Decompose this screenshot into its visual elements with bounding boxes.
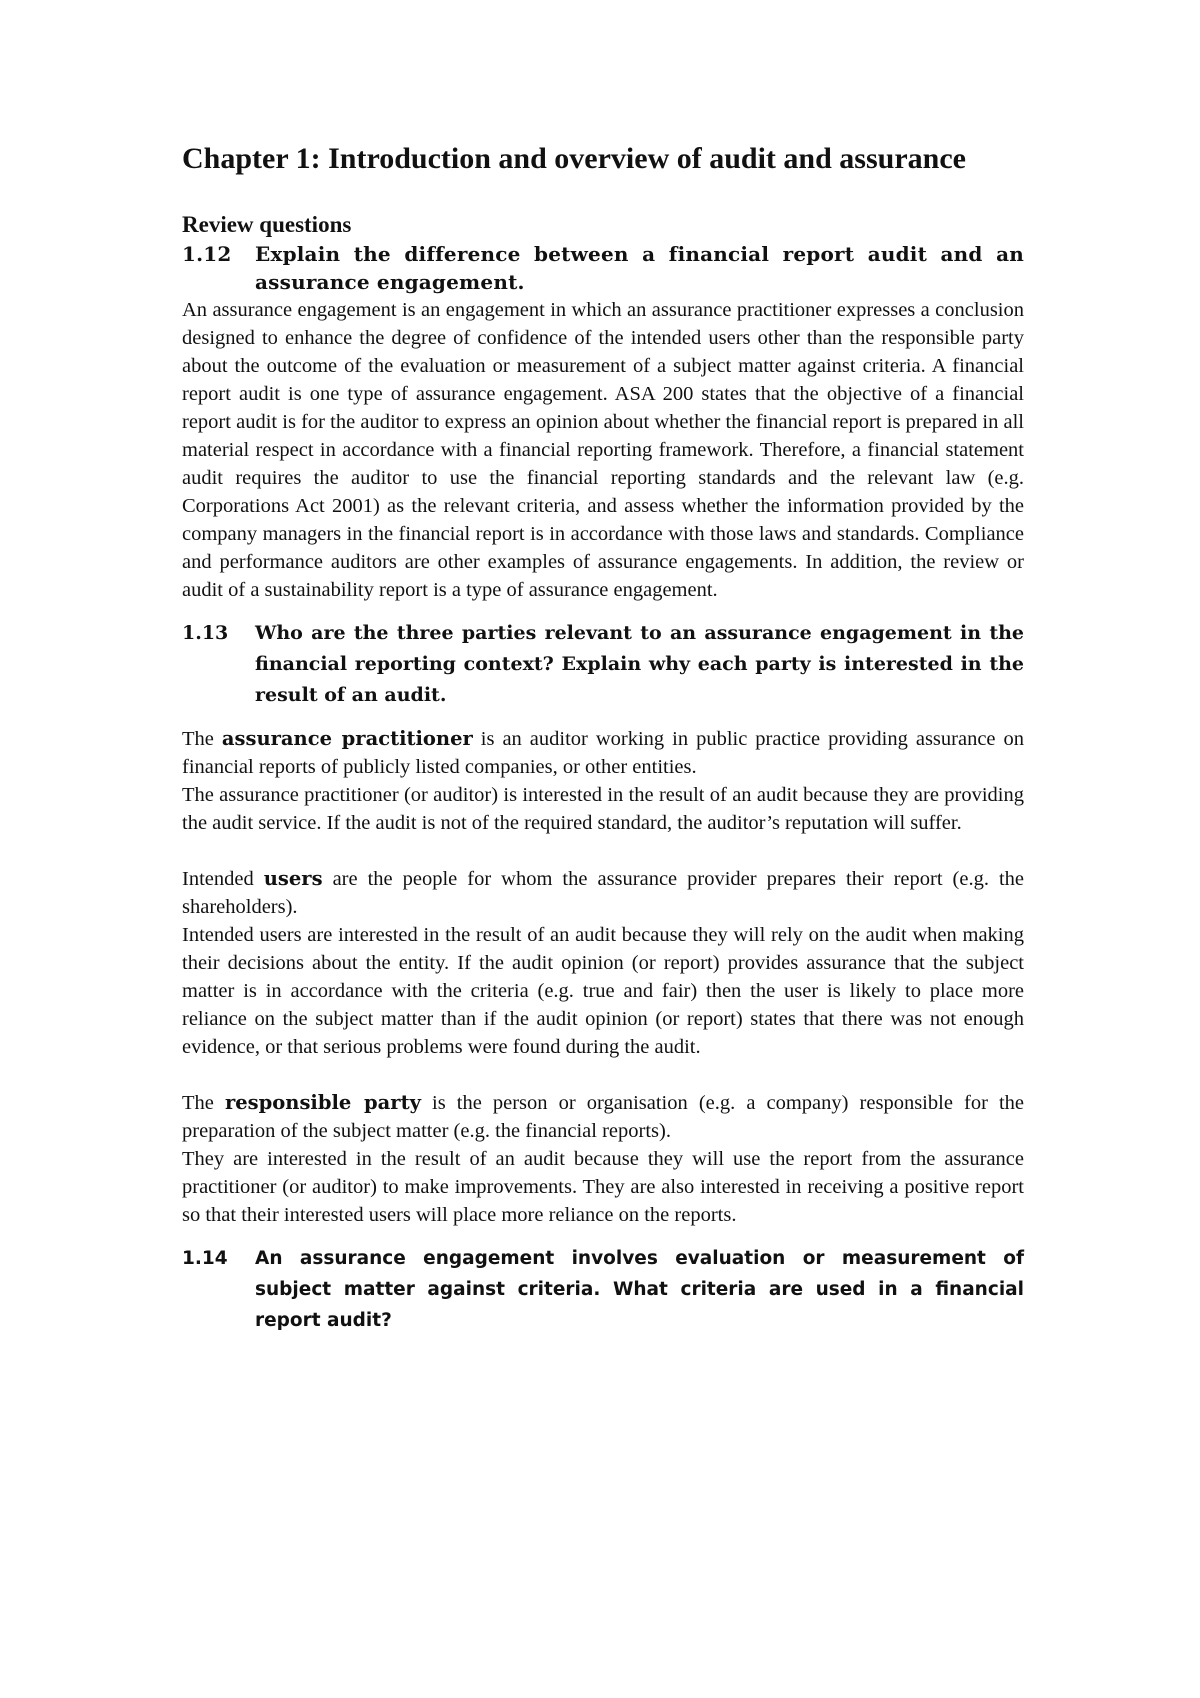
question-text: Explain the difference between a financial report audit and an assurance engagement. (255, 242, 1024, 294)
responsible-definition (182, 1089, 1024, 1145)
section-title: Review questions (182, 212, 352, 237)
definition-text: is the person or organisation (e.g. a company) responsible for the preparation of the subject matter (e.g. the financial reports). (182, 1092, 1025, 1142)
question-text: An assurance engagement involves evaluation or measurement of subject matter against criteria. What criteria are used in a financial report audit? (255, 1248, 1024, 1331)
lead-word: The (182, 728, 214, 750)
answer-1-12: An assurance engagement is an engagement in which an assurance practitioner expresses a conclusion designed to enhance the degree of confidence of the intended users other than the responsible party about the outcome of the evaluation or measurement of a subject matter against criteria. A financial report audit is one type of assurance engagement. ASA 200 states that the objective of a financial report audit is for the auditor to express an opinion about whether the financial report is prepared in all material respect in accordance with a financial reporting framework. Therefore, a financial statement audit requires the auditor to use the financial reporting standards and the relevant law (e.g. Corporations Act 2001) as the relevant criteria, and assess whether the information provided by the company managers in the financial report is in accordance with those laws and standards. Compliance and performance auditors are other examples of assurance engagements. In addition, the review or audit of a sustainability report is a type of assurance engagement. (182, 299, 1024, 601)
definition-text: are the people for whom the assurance provider prepares their report (e.g. the shareholders). (182, 868, 1024, 918)
paragraph-gap (182, 837, 1024, 865)
users-interest: Intended users are interested in the result of an audit because they will rely on the audit when making their decisions about the entity. If the audit opinion (or report) provides assurance that the subject matter is in accordance with the criteria (e.g. true and fair) then the user is likely to place more reliance on the subject matter than if the audit opinion (or report) states that there was not enough evidence, or that serious problems were found during the audit. (182, 924, 1024, 1058)
definition-text: is an auditor working in public practice providing assurance on financial reports of publicly listed companies, or other entities. (182, 728, 1025, 778)
question-1-13 (182, 618, 1024, 711)
users-definition (182, 865, 1024, 921)
practitioner-interest: The assurance practitioner (or auditor) is interested in the result of an audit because they are providing the audit service. If the audit is not of the required standard, the auditor’s reputation will suffer. (182, 784, 1024, 834)
question-1-14 (182, 1243, 1024, 1336)
practitioner-definition (182, 725, 1024, 781)
question-text: Who are the three parties relevant to an assurance engagement in the financial reporting context? Explain why each party is interested in the result of an audit. (255, 622, 1024, 706)
term-users: users (263, 867, 323, 890)
question-number: 1.12 (182, 242, 232, 266)
question-number: 1.14 (182, 1248, 228, 1269)
lead-word: Intended (182, 868, 254, 890)
lead-word: The (182, 1092, 214, 1114)
chapter-title: Chapter 1: Introduction and overview of audit and assurance (182, 142, 966, 175)
term-responsible-party: responsible party (224, 1091, 421, 1114)
question-1-12 (182, 240, 1024, 296)
document-body (182, 140, 1024, 1336)
responsible-interest: They are interested in the result of an audit because they will use the report from the assurance practitioner (or auditor) to make improvements. They are also interested in receiving a positive report so that their interested users will place more reliance on the reports. (182, 1148, 1024, 1226)
question-number: 1.13 (182, 622, 229, 644)
term-assurance-practitioner: assurance practitioner (221, 727, 473, 750)
paragraph-gap (182, 1061, 1024, 1089)
